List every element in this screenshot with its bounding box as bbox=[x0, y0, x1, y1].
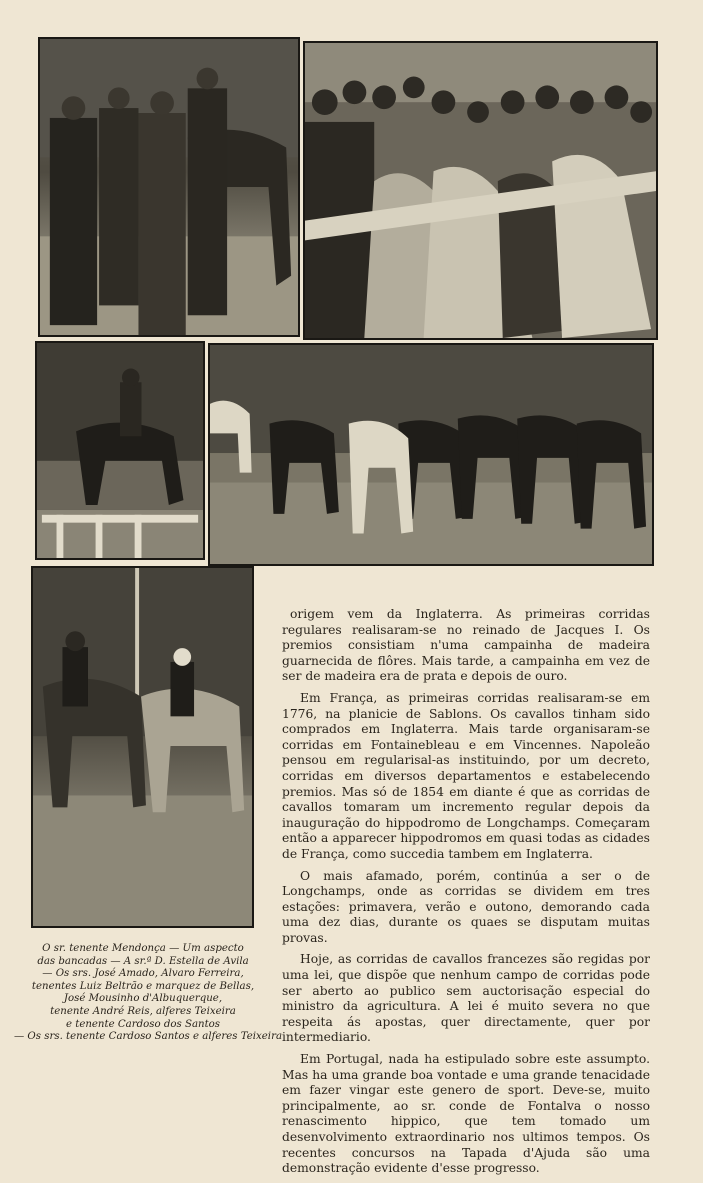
photo-grandstand-spectators bbox=[303, 41, 658, 340]
article-paragraph: Em França, as primeiras corridas realisaram-se em 1776, na planicie de Sablons. Os cavallos tinham sido comprados em Inglaterra. Mais tarde organisaram-se corridas em Fontainebleau e em Vincennes. Napoleão pensou em regularisal-as instituindo, por um decreto, corridas em diversos departamentos e estabelecendo premios. Mas só de 1854 em diante é que as corridas de cavallos tomaram um incremento regular depois da inauguração do hippodromo de Longchamps. Começaram então a apparecer hippodromos em quasi todas as cidades de França, como succedia tambem em Inglaterra. bbox=[282, 690, 650, 861]
article-paragraph: Em Portugal, nada ha estipulado sobre este assumpto. Mas ha uma grande boa vontade e uma grande tenacidade em fazer vingar este genero de sport. Deve-se, muito principalmente, ao sr. conde de Fontalva o nosso renascimento hippico, que tem tomado um desenvolvimento extraordinario nos ultimos tempos. Os recentes concursos na Tapada d'Ajuda são uma demonstração evidente d'esse progresso. bbox=[282, 1052, 650, 1176]
photo-caption bbox=[14, 943, 283, 1044]
article-paragraph: O mais afamado, porém, continúa a ser o de Longchamps, onde as corridas se dividem em tres estações: primavera, verão e outono, demorando cada uma dez dias, durante os quaes se disputam muitas provas. bbox=[282, 868, 650, 945]
caption-line: tenentes Luiz Beltrão e marquez de Bellas, bbox=[31, 980, 255, 992]
article-paragraph: Hoje, as corridas de cavallos francezes são regidas por uma lei, que dispõe que nenhum campo de corridas pode ser aberto ao publico sem auctorisação especial do ministro da agricultura. A lei é muito severa no que respeita ás apostas, quer directamente, quer por intermediario. bbox=[282, 952, 650, 1045]
photo-row-of-riders bbox=[208, 343, 654, 566]
photo-lady-rider bbox=[35, 341, 205, 560]
caption-line: — Os srs. José Amado, Alvaro Ferreira, bbox=[42, 968, 244, 980]
caption-line: — Os srs. tenente Cardoso Santos e alferes Teixeira bbox=[14, 1031, 283, 1043]
caption-line: José Mousinho d'Albuquerque, bbox=[63, 993, 223, 1005]
caption-line: e tenente Cardoso dos Santos bbox=[65, 1018, 221, 1030]
photo-two-officers-riding bbox=[31, 566, 254, 928]
caption-line: O sr. tenente Mendonça — Um aspecto bbox=[42, 943, 244, 954]
article-paragraph: origem vem da Inglaterra. As primeiras corridas regulares realisaram-se no reinado de Jacques I. Os premios consistiam n'uma campainha de madeira guarnecida de flôres. Mais tarde, a campainha em vez de ser de madeira era de prata e depois de ouro. bbox=[282, 607, 650, 684]
caption-line: tenente André Reis, alferes Teixeira bbox=[50, 1005, 236, 1017]
article-body bbox=[282, 607, 650, 1183]
photo-men-with-horse bbox=[38, 37, 300, 337]
caption-line: das bancadas — A sr.ª D. Estella de Avila bbox=[37, 955, 249, 967]
